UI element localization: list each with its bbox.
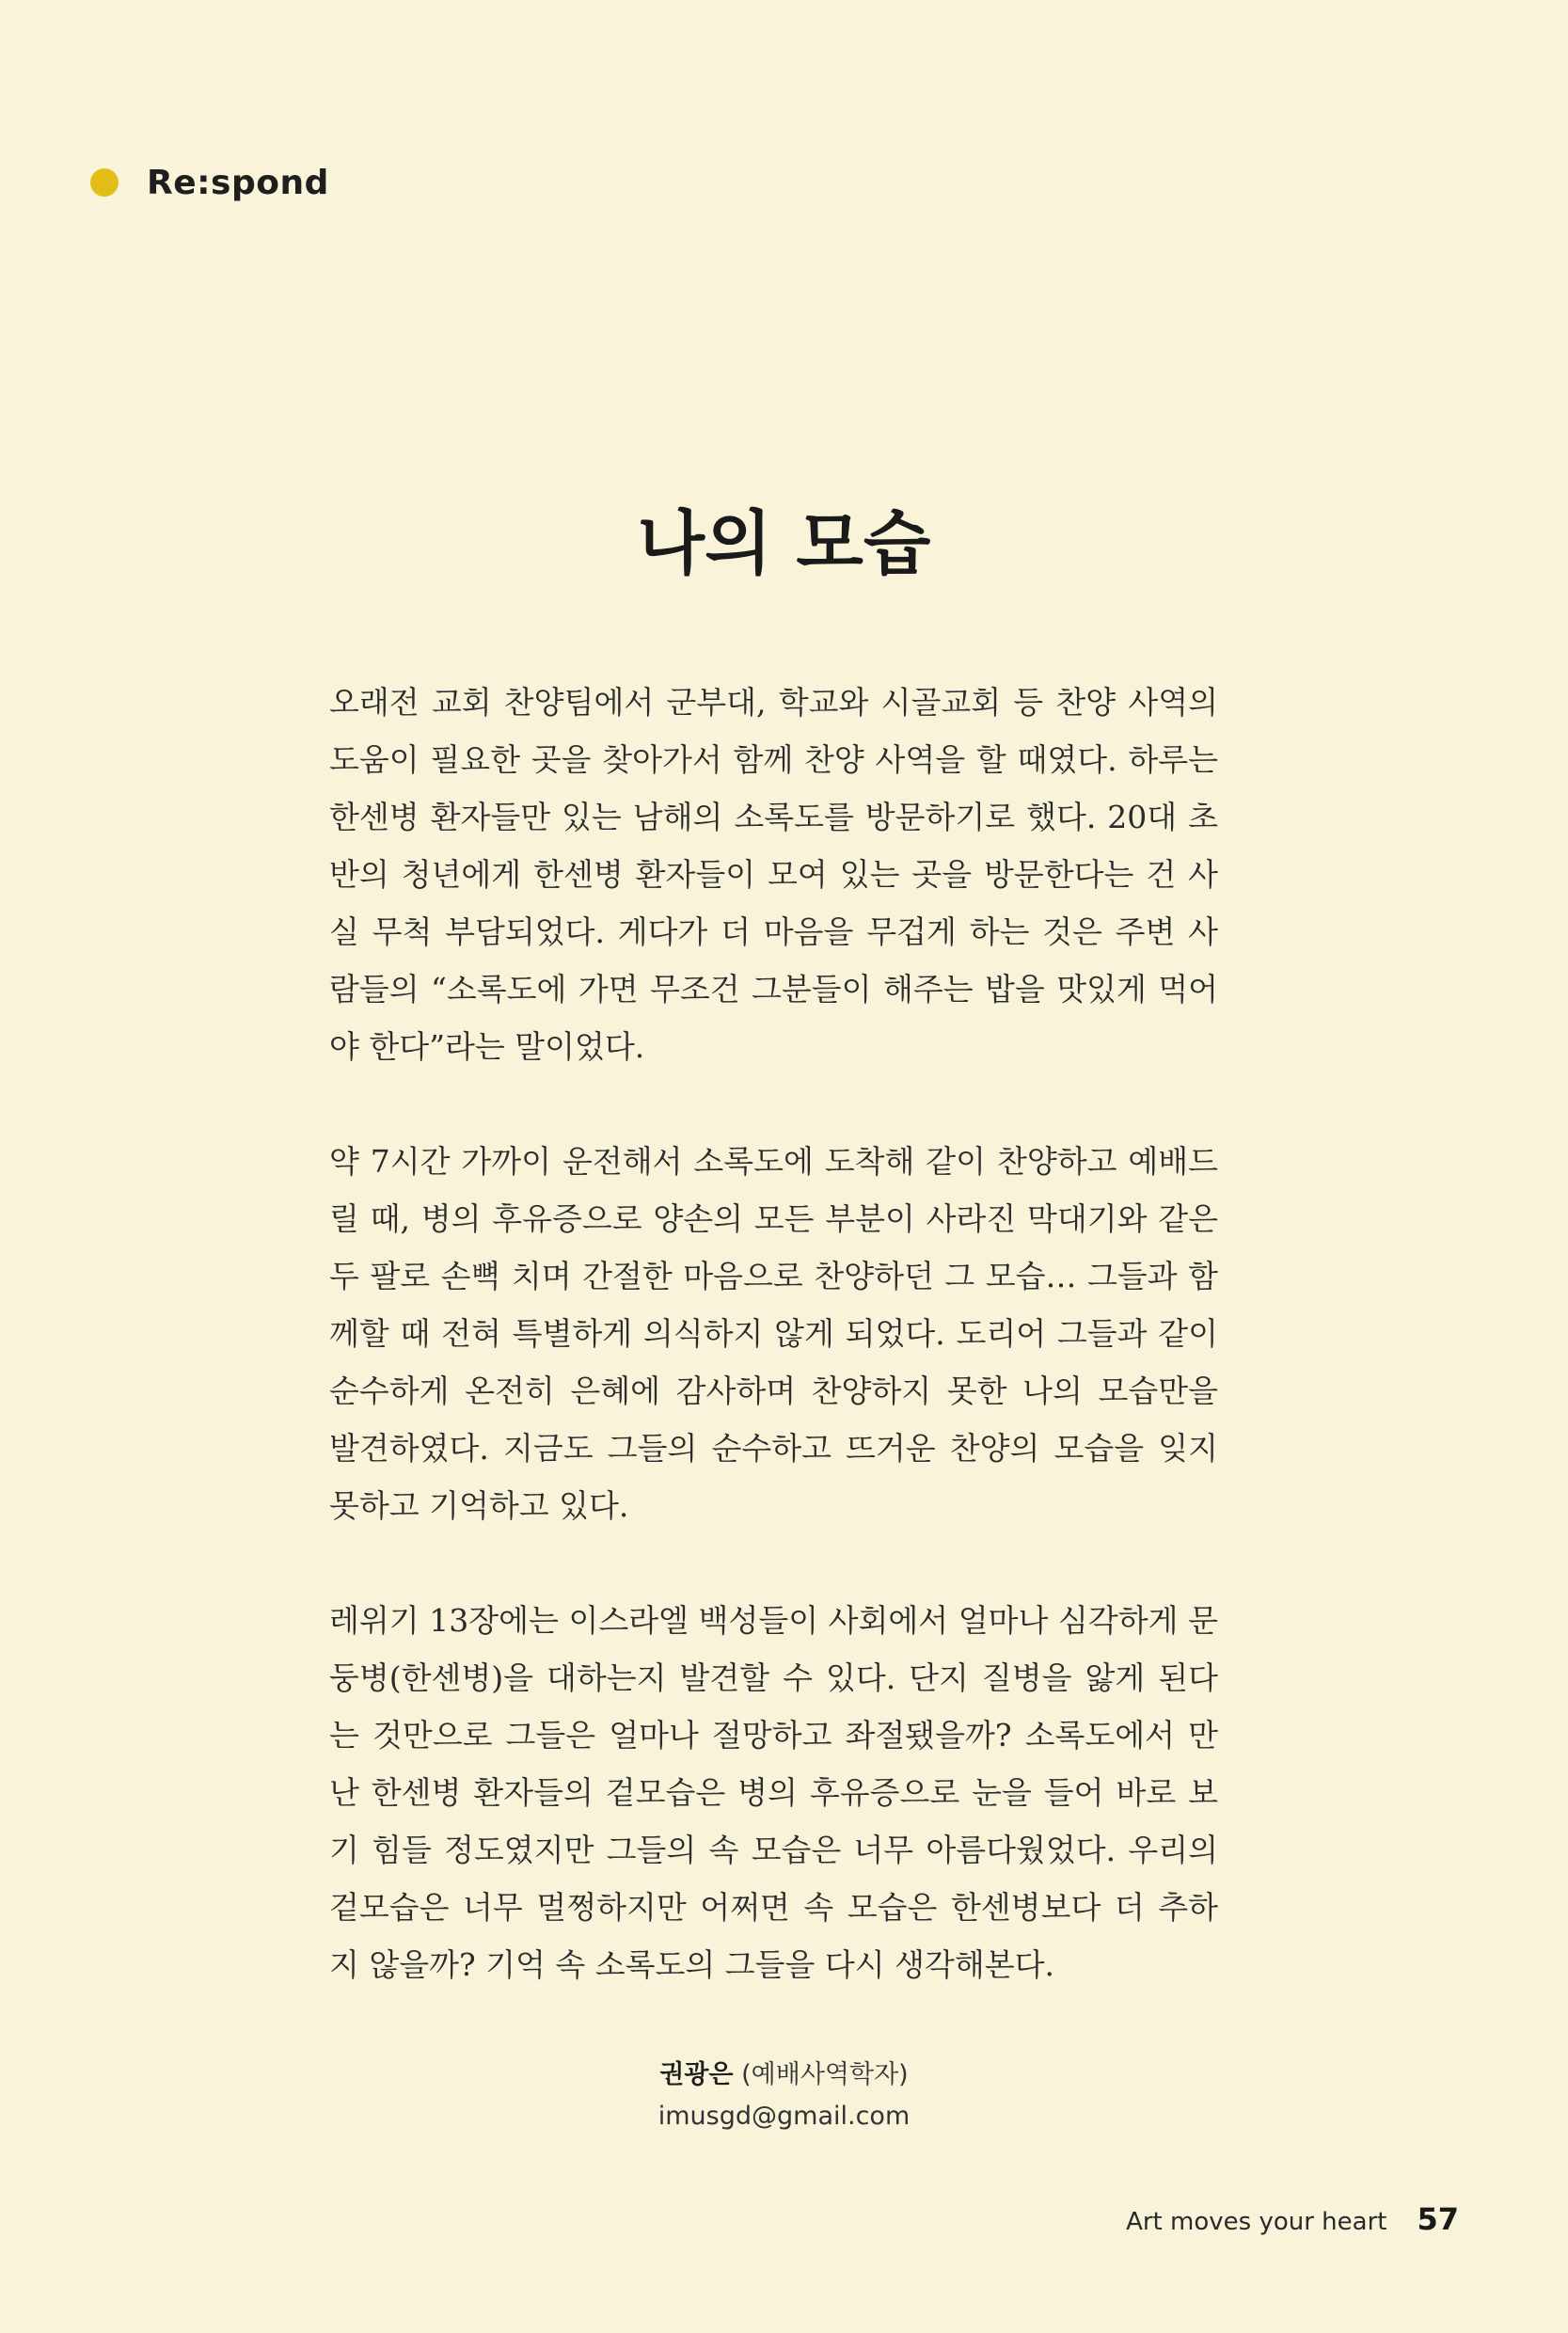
paragraph-line: 반의 청년에게 한센병 환자들이 모여 있는 곳을 방문한다는 건 사 [329,856,1218,893]
paragraph-line: 레위기 13장에는 이스라엘 백성들이 사회에서 얼마나 심각하게 문 [329,1602,1218,1639]
paragraph-line: 야 한다”라는 말이었다. [329,1028,645,1065]
author-signature [0,2055,1568,2137]
paragraph-line: 께할 때 전혀 특별하게 의식하지 않게 되었다. 도리어 그들과 같이 [329,1315,1218,1352]
paragraph-2 [329,1133,1218,1534]
paragraph-line: 못하고 기억하고 있다. [329,1487,629,1524]
section-label: Re:spond [147,163,329,202]
paragraph-line: 한센병 환자들만 있는 남해의 소록도를 방문하기로 했다. 20대 초 [329,799,1218,835]
paragraph-line: 도움이 필요한 곳을 찾아가서 함께 찬양 사역을 할 때였다. 하루는 [329,741,1218,778]
paragraph-line: 는 것만으로 그들은 얼마나 절망하고 좌절됐을까? 소록도에서 만 [329,1717,1218,1754]
paragraph-line: 두 팔로 손뼉 치며 간절한 마음으로 찬양하던 그 모습… 그들과 함 [329,1258,1218,1294]
article-title: 나의 모습 [637,503,931,584]
section-dot-icon [90,168,119,197]
page-number: 57 [1417,2201,1459,2237]
paragraph-line: 순수하게 온전히 은혜에 감사하며 찬양하지 못한 나의 모습만을 [329,1373,1218,1409]
author-name: 권광은 [659,2060,734,2089]
paragraph-line: 릴 때, 병의 후유증으로 양손의 모든 부분이 사라진 막대기와 같은 [329,1200,1218,1237]
paragraph-line: 람들의 “소록도에 가면 무조건 그분들이 해주는 밥을 맛있게 먹어 [329,971,1218,1008]
paragraph-line: 오래전 교회 찬양팀에서 군부대, 학교와 시골교회 등 찬양 사역의 [329,684,1218,721]
paragraph-line: 겉모습은 너무 멀쩡하지만 어쩌면 속 모습은 한센병보다 더 추하 [329,1889,1218,1926]
paragraph-line: 실 무척 부담되었다. 게다가 더 마음을 무겁게 하는 것은 주변 사 [329,913,1218,950]
author-role: (예배사역학자) [741,2060,909,2089]
paragraph-line: 난 한센병 환자들의 겉모습은 병의 후유증으로 눈을 들어 바로 보 [329,1774,1218,1811]
author-email: imusgd@gmail.com [657,2102,911,2131]
paragraph-line: 발견하였다. 지금도 그들의 순수하고 뜨거운 찬양의 모습을 잊지 [329,1430,1218,1467]
paragraph-line: 기 힘들 정도였지만 그들의 속 모습은 너무 아름다웠었다. 우리의 [329,1832,1218,1868]
page-footer [1126,2201,1459,2237]
paragraph-line: 지 않을까? 기억 속 소록도의 그들을 다시 생각해본다. [329,1946,1055,1983]
paragraph-1 [329,674,1218,1075]
article-body [329,674,1218,2051]
paragraph-3 [329,1592,1218,1993]
footer-tagline: Art moves your heart [1126,2208,1387,2236]
paragraph-line: 약 7시간 가까이 운전해서 소록도에 도착해 같이 찬양하고 예배드 [329,1143,1218,1180]
section-tag [90,160,329,205]
paragraph-line: 둥병(한센병)을 대하는지 발견할 수 있다. 단지 질병을 앓게 된다 [329,1659,1218,1696]
